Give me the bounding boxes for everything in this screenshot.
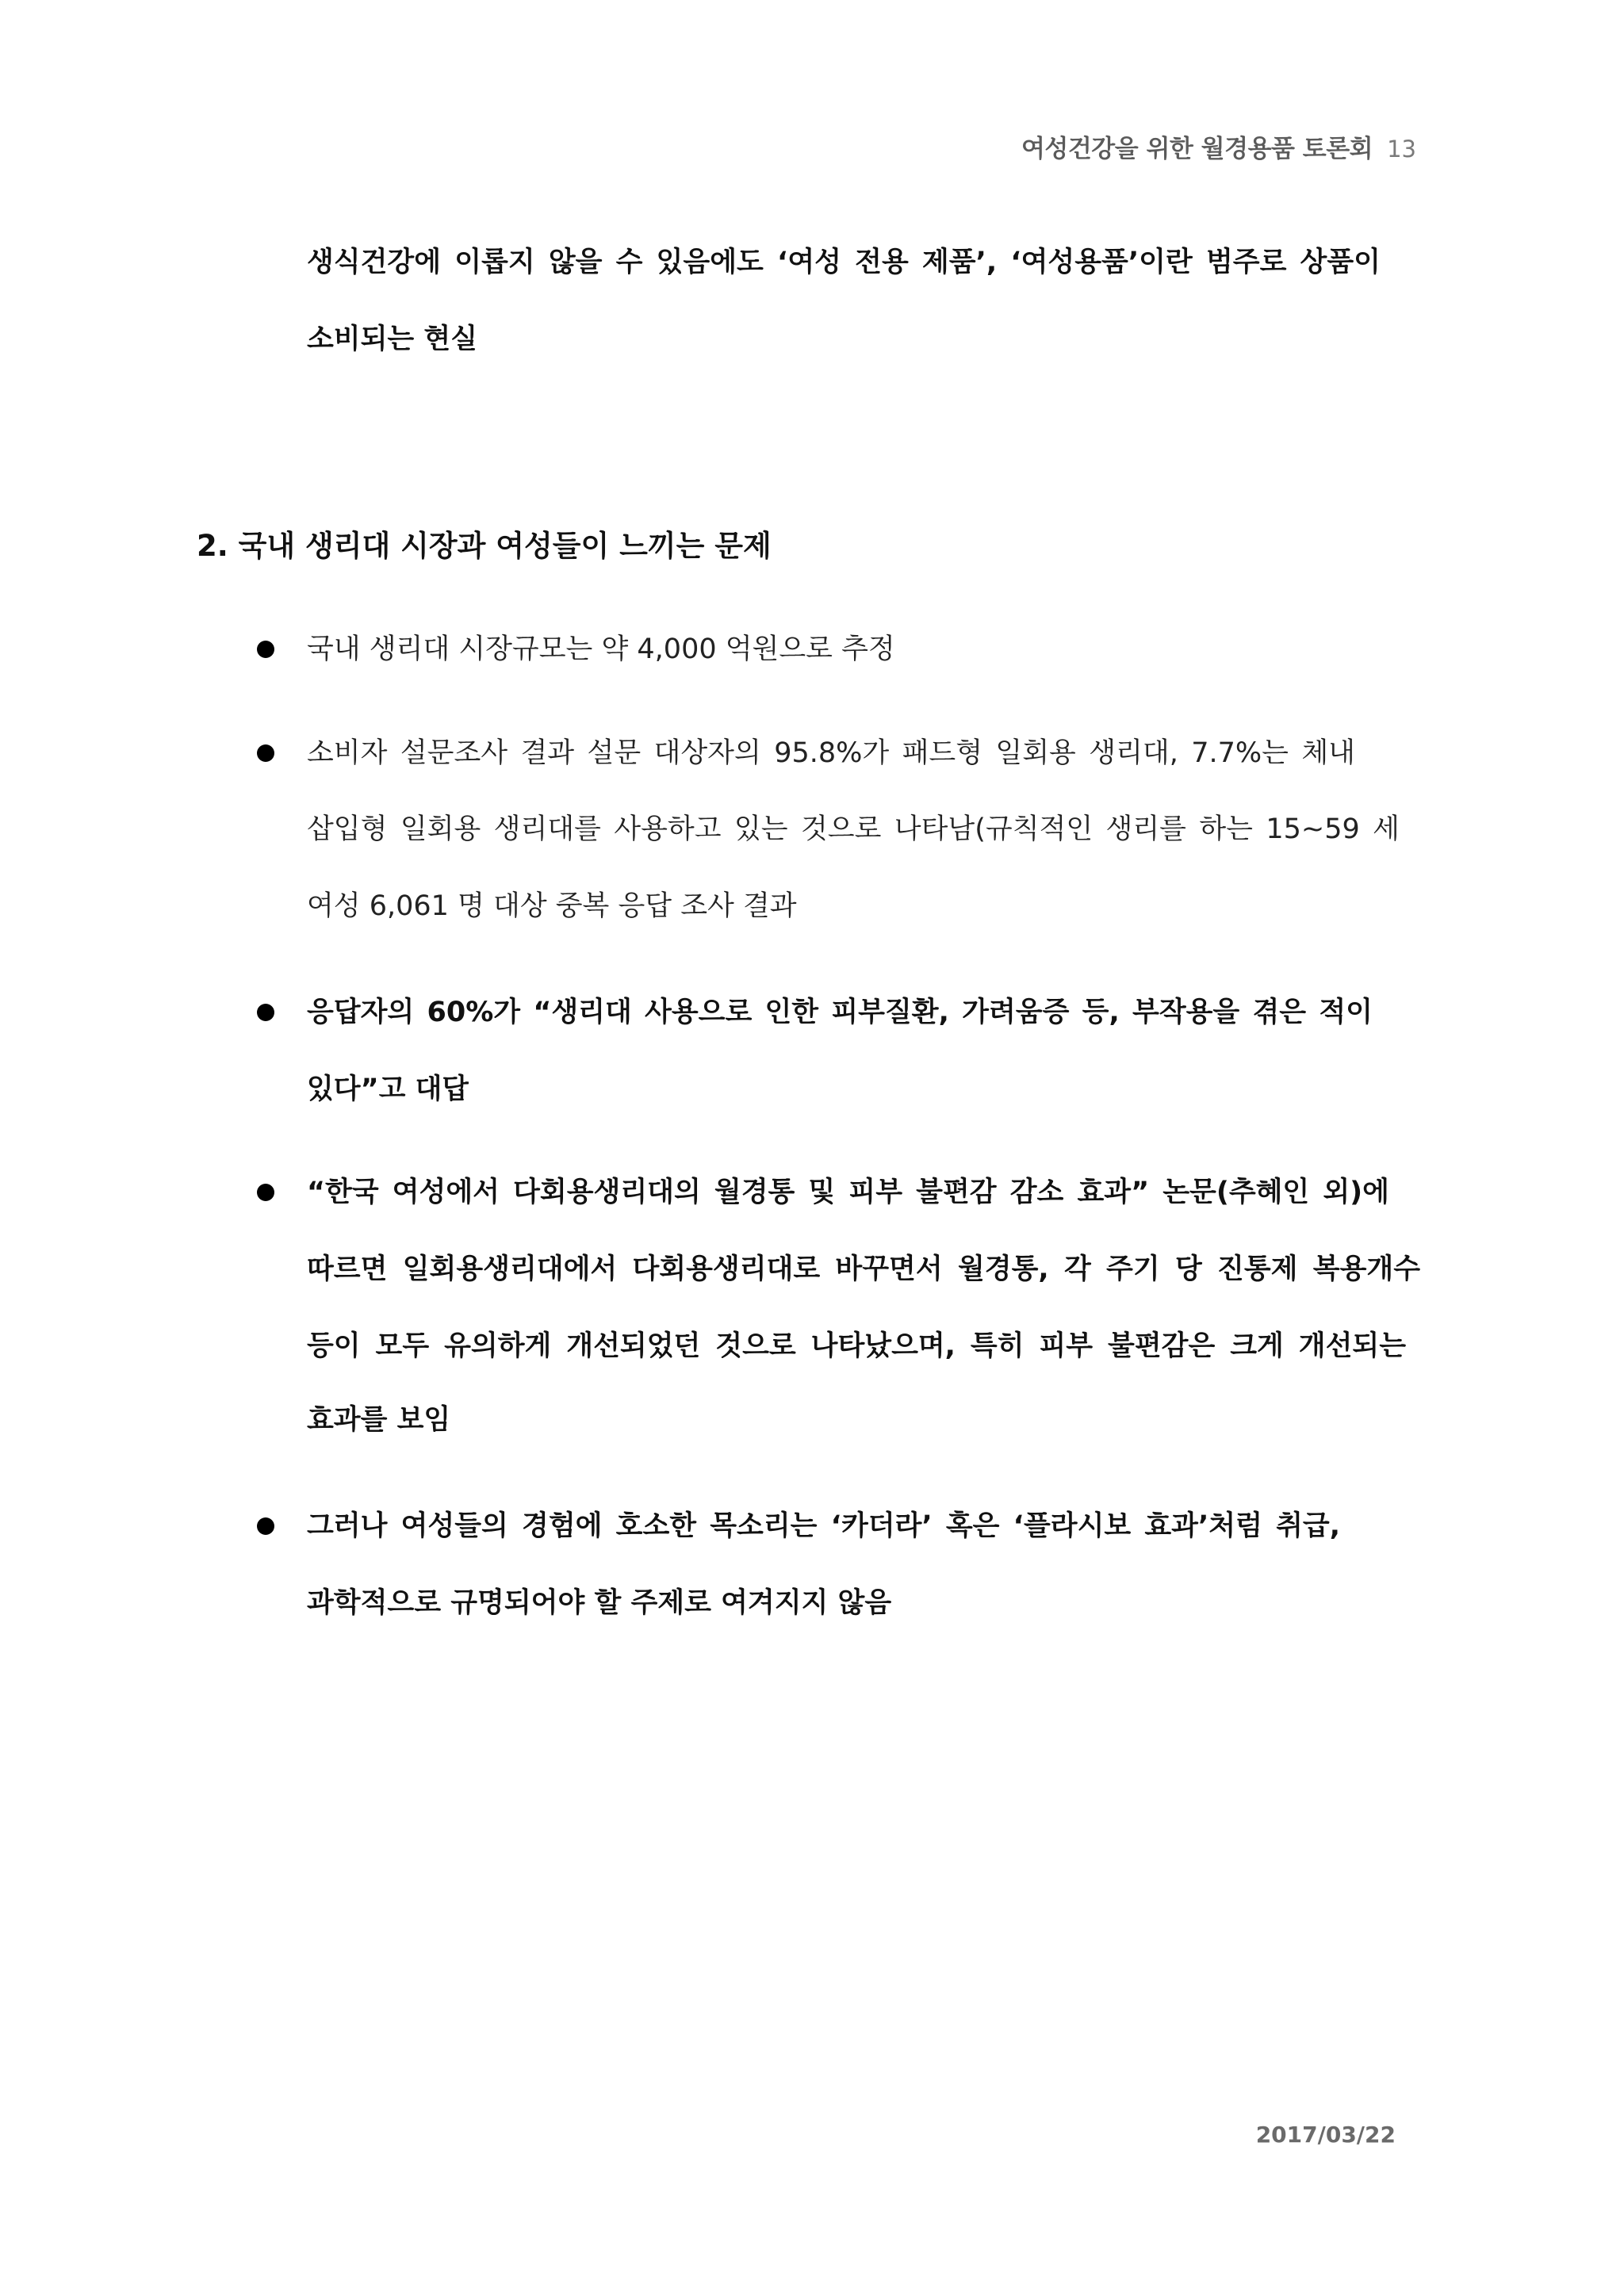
bullet-dot (257, 744, 274, 762)
bullet-text-line: 삽입형 일회용 생리대를 사용하고 있는 것으로 나타남(규칙적인 생리를 하는 15~59 세 (307, 813, 1400, 845)
bullet-dot (257, 1004, 274, 1021)
bullet-text-line: 국내 생리대 시장규모는 약 4,000 억원으로 추정 (307, 633, 895, 665)
bullet-text-line: “한국 여성에서 다회용생리대의 월경통 및 피부 불편감 감소 효과” 논문(추혜인 외)에 (307, 1177, 1389, 1208)
section-heading: 2. 국내 생리대 시장과 여성들이 느끼는 문제 (197, 529, 772, 563)
running-header (1021, 128, 1416, 164)
bullet-text-line: 그러나 여성들의 경험에 호소한 목소리는 ‘카더라’ 혹은 ‘플라시보 효과’처럼 취급, (307, 1510, 1340, 1542)
bullet-text-line: 효과를 보임 (307, 1404, 451, 1436)
bullet-text-line: 따르면 일회용생리대에서 다회용생리대로 바꾸면서 월경통, 각 주기 당 진통제 복용개수 (307, 1253, 1420, 1285)
bullet-text-line: 응답자의 60%가 “생리대 사용으로 인한 피부질환, 가려움증 등, 부작용을 겪은 적이 (307, 997, 1373, 1028)
body-text-line: 생식건강에 이롭지 않을 수 있음에도 ‘여성 전용 제품’, ‘여성용품’이란 범주로 상품이 (307, 247, 1381, 278)
footer-date: 2017/03/22 (1255, 2122, 1396, 2148)
running-header-title: 여성건강을 위한 월경용품 토론회 (1021, 135, 1373, 163)
bullet-text-line: 있다”고 대답 (307, 1073, 469, 1105)
bullet-dot (257, 1184, 274, 1201)
body-text-line: 소비되는 현실 (307, 323, 478, 355)
page-number: 13 (1387, 136, 1416, 163)
bullet-text-line: 등이 모두 유의하게 개선되었던 것으로 나타났으며, 특히 피부 불편감은 크게 개선되는 (307, 1330, 1406, 1362)
bullet-dot (257, 641, 274, 658)
bullet-dot (257, 1517, 274, 1535)
bullet-text-line: 여성 6,061 명 대상 중복 응답 조사 결과 (307, 890, 797, 922)
bullet-text-line: 과학적으로 규명되어야 할 주제로 여겨지지 않음 (307, 1587, 892, 1619)
bullet-text-line: 소비자 설문조사 결과 설문 대상자의 95.8%가 패드형 일회용 생리대, 7.7%는 체내 (307, 737, 1355, 769)
